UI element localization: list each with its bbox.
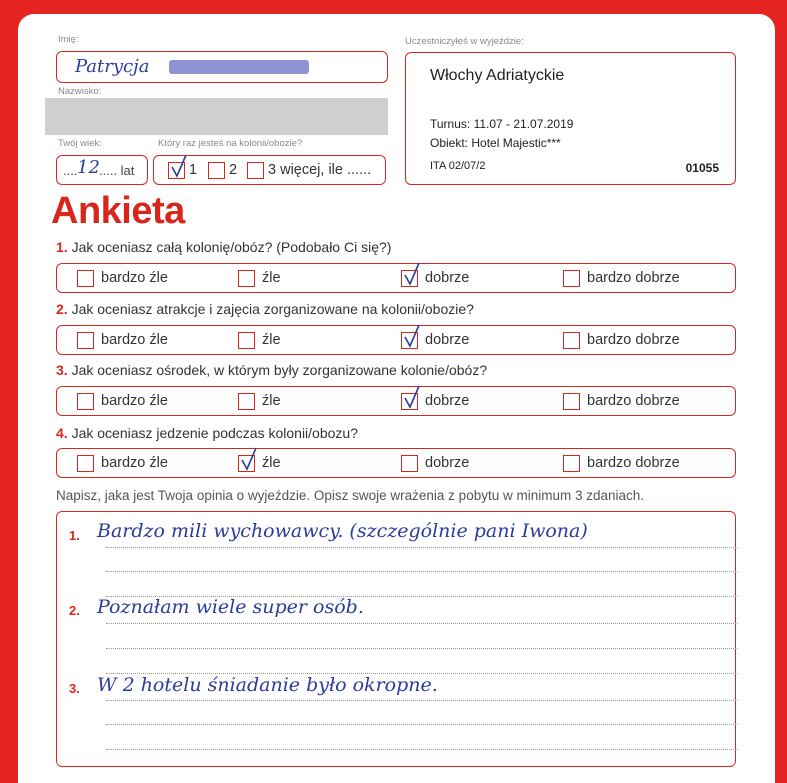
times-option-2: 2: [229, 162, 238, 178]
q2-checkbox-bardzo-zle[interactable]: [77, 332, 94, 349]
trip-obiekt: Obiekt: Hotel Majestic***: [430, 136, 561, 150]
age-prefix: ....: [63, 163, 78, 178]
trip-label: Uczestniczyłeś w wyjeździe:: [405, 36, 524, 47]
trip-turnus: Turnus: 11.07 - 21.07.2019: [430, 117, 574, 131]
q2-option-bardzo-zle: bardzo źle: [101, 332, 168, 348]
question-2-answers: [56, 325, 736, 355]
writing-line: [106, 596, 738, 597]
q2-option-bardzo-dobrze: bardzo dobrze: [587, 332, 680, 348]
q4-checkbox-dobrze[interactable]: [401, 455, 418, 472]
writing-line: [106, 724, 738, 725]
age-field[interactable]: [56, 155, 148, 185]
q1-checkbox-dobrze[interactable]: [401, 270, 418, 287]
q4-option-bardzo-zle: bardzo źle: [101, 455, 168, 471]
age-label: Twój wiek:: [58, 138, 102, 149]
trip-code: ITA 02/07/2: [430, 160, 486, 172]
q2-checkbox-zle[interactable]: [238, 332, 255, 349]
survey-sheet: [18, 14, 775, 783]
q3-option-bardzo-zle: bardzo źle: [101, 393, 168, 409]
q2-option-dobrze: dobrze: [425, 332, 470, 348]
check-mark-icon: [403, 324, 423, 350]
question-4-num: 4.: [56, 425, 68, 441]
opinion-prompt: Napisz, jaka jest Twoja opinia o wyjeździe. Opisz swoje wrażenia z pobytu w minimum 3 zdaniach.: [56, 488, 645, 503]
writing-line: [106, 700, 738, 701]
answer-2-num: 2.: [69, 603, 80, 618]
q4-option-dobrze: dobrze: [425, 455, 470, 471]
question-4: [56, 425, 358, 441]
age-suffix: ..... lat: [99, 163, 135, 178]
q3-checkbox-bardzo-zle[interactable]: [77, 393, 94, 410]
check-mark-icon: [240, 447, 260, 473]
times-field: [153, 155, 386, 185]
question-2-text: Jak oceniasz atrakcje i zajęcia zorganizowane na kolonii/obozie?: [71, 301, 474, 317]
opinion-box[interactable]: [56, 511, 736, 767]
question-4-text: Jak oceniasz jedzenie podczas kolonii/obozu?: [71, 425, 358, 441]
answer-1-num: 1.: [69, 528, 80, 543]
question-3-answers: [56, 386, 736, 416]
trip-info-box: [405, 52, 736, 185]
answer-1-text: Bardzo mili wychowawcy. (szczególnie pani Iwona): [97, 520, 588, 542]
q1-checkbox-zle[interactable]: [238, 270, 255, 287]
q2-checkbox-bardzo-dobrze[interactable]: [563, 332, 580, 349]
q1-option-bardzo-zle: bardzo źle: [101, 270, 168, 286]
question-4-answers: [56, 448, 736, 478]
answer-2-text: Poznałam wiele super osób.: [97, 596, 364, 618]
q1-checkbox-bardzo-dobrze[interactable]: [563, 270, 580, 287]
question-2-num: 2.: [56, 301, 68, 317]
q2-checkbox-dobrze[interactable]: [401, 332, 418, 349]
q3-option-dobrze: dobrze: [425, 393, 470, 409]
q1-checkbox-bardzo-zle[interactable]: [77, 270, 94, 287]
writing-line: [106, 623, 738, 624]
q1-option-bardzo-dobrze: bardzo dobrze: [587, 270, 680, 286]
name-field[interactable]: [56, 51, 388, 83]
times-option-3: 3 więcej, ile ......: [268, 162, 372, 178]
check-mark-icon: [403, 262, 423, 288]
name-label: Imię:: [58, 34, 79, 45]
check-mark-icon: [403, 385, 423, 411]
question-1-num: 1.: [56, 239, 68, 255]
age-value: 12: [77, 157, 100, 178]
answer-3-text: W 2 hotelu śniadanie było okropne.: [97, 674, 438, 696]
times-option-1: 1: [189, 162, 198, 178]
q4-checkbox-zle[interactable]: [238, 455, 255, 472]
times-checkbox-2[interactable]: [208, 162, 225, 179]
question-1: [56, 239, 391, 255]
survey-title: Ankieta: [51, 190, 185, 232]
q1-option-zle: źle: [262, 270, 281, 286]
times-checkbox-3[interactable]: [247, 162, 264, 179]
question-3-text: Jak oceniasz ośrodek, w którym były zorganizowane kolonie/obóz?: [71, 362, 488, 378]
question-2: [56, 301, 474, 317]
q2-option-zle: źle: [262, 332, 281, 348]
times-label: Który raz jesteś na kolonii/obozie?: [158, 138, 303, 149]
q3-checkbox-zle[interactable]: [238, 393, 255, 410]
q3-checkbox-dobrze[interactable]: [401, 393, 418, 410]
question-3: [56, 362, 487, 378]
check-mark-icon: [170, 154, 190, 180]
question-3-num: 3.: [56, 362, 68, 378]
question-1-text: Jak oceniasz całą kolonię/obóz? (Podobało Ci się?): [71, 239, 392, 255]
q4-checkbox-bardzo-dobrze[interactable]: [563, 455, 580, 472]
question-1-answers: [56, 263, 736, 293]
trip-destination: Włochy Adriatyckie: [430, 67, 565, 84]
writing-line: [106, 547, 738, 548]
q4-checkbox-bardzo-zle[interactable]: [77, 455, 94, 472]
surname-redacted-field: [45, 98, 388, 135]
writing-line: [106, 571, 738, 572]
times-checkbox-1[interactable]: [168, 162, 185, 179]
q4-option-zle: źle: [262, 455, 281, 471]
q1-option-dobrze: dobrze: [425, 270, 470, 286]
answer-3-num: 3.: [69, 681, 80, 696]
surname-label: Nazwisko:: [58, 86, 102, 97]
q4-option-bardzo-dobrze: bardzo dobrze: [587, 455, 680, 471]
q3-option-bardzo-dobrze: bardzo dobrze: [587, 393, 680, 409]
trip-number: 01055: [685, 161, 719, 175]
q3-option-zle: źle: [262, 393, 281, 409]
writing-line: [106, 673, 738, 674]
writing-line: [106, 648, 738, 649]
writing-line: [106, 749, 738, 750]
name-value: Patrycja: [75, 56, 150, 77]
q3-checkbox-bardzo-dobrze[interactable]: [563, 393, 580, 410]
name-scribble: [169, 60, 309, 74]
